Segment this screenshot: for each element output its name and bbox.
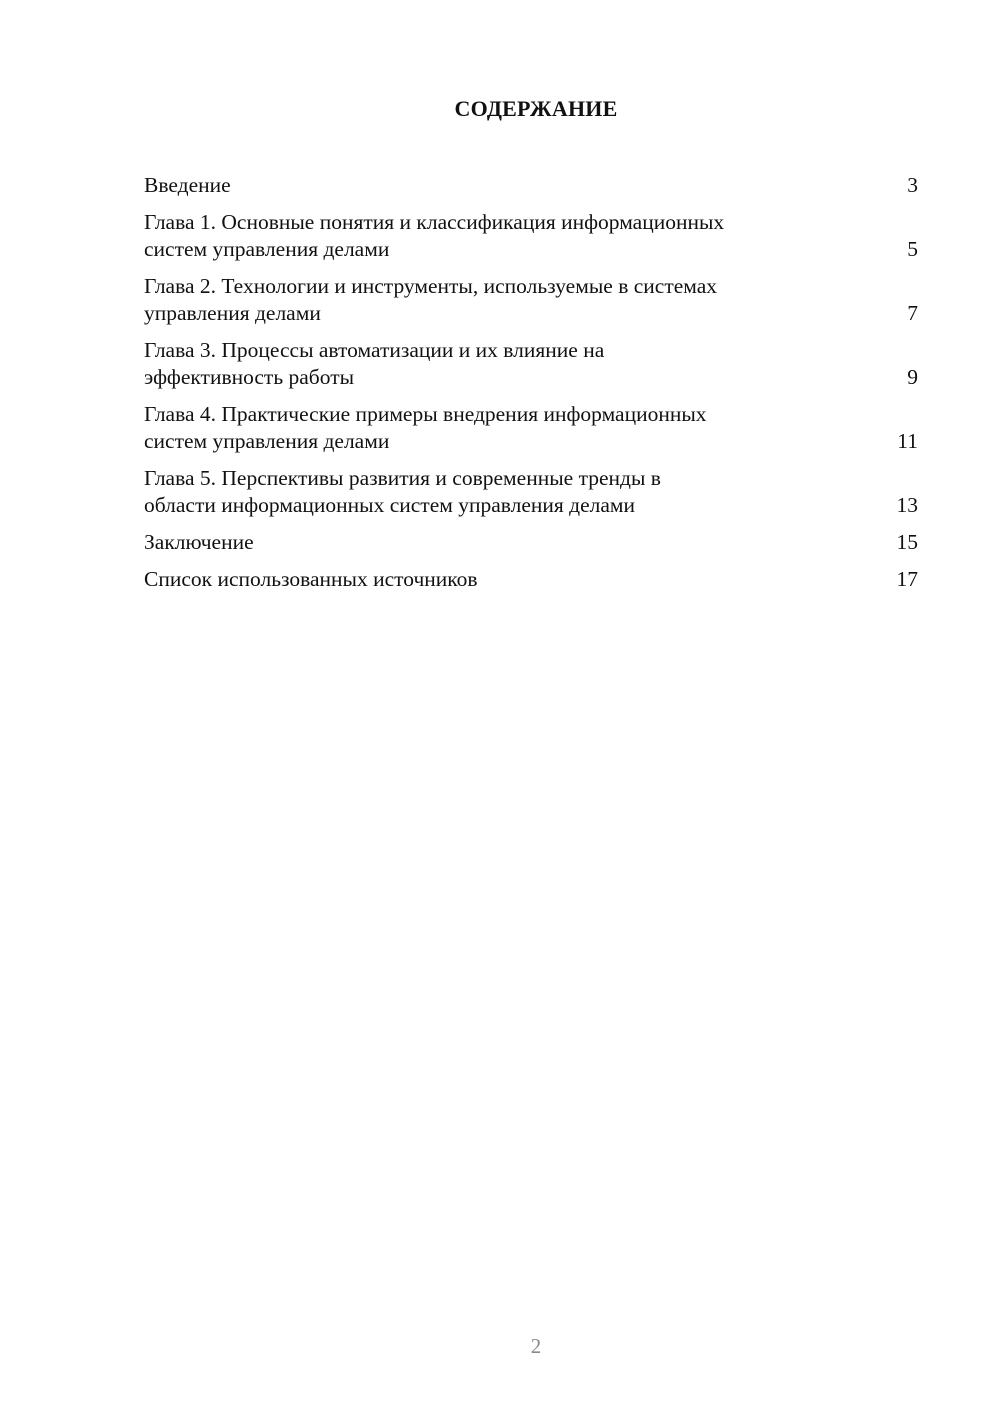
toc-entry-line: Список использованных источников [144, 567, 478, 591]
toc-entry-line: эффективность работы [144, 365, 355, 389]
toc-entry-chapter-5 [144, 465, 918, 519]
toc-entry-introduction [144, 172, 918, 199]
toc-entry-text [144, 209, 844, 263]
toc-entry-page: 9 [907, 365, 918, 389]
toc-entry-line: Введение [144, 173, 231, 197]
toc-entry-chapter-4 [144, 401, 918, 455]
toc-entry-page: 11 [897, 429, 918, 453]
page-title: СОДЕРЖАНИЕ [454, 96, 618, 121]
toc-entry-chapter-2 [144, 273, 918, 327]
table-of-contents [144, 172, 918, 603]
toc-entry-page: 13 [896, 493, 918, 517]
toc-entry-text [144, 401, 844, 455]
toc-entry-references [144, 566, 918, 593]
toc-entry-page: 17 [896, 567, 918, 591]
toc-entry-page: 5 [907, 237, 918, 261]
toc-entry-line: Глава 1. Основные понятия и классификация информационных [144, 210, 725, 234]
toc-entry-chapter-1 [144, 209, 918, 263]
toc-entry-text [144, 172, 844, 199]
toc-entry-text [144, 529, 844, 556]
toc-entry-page: 15 [896, 530, 918, 554]
toc-entry-line: области информационных систем управления делами [144, 493, 636, 517]
toc-entry-chapter-3 [144, 337, 918, 391]
toc-entry-text [144, 273, 844, 327]
toc-entry-line: систем управления делами [144, 237, 390, 261]
toc-entry-line: Заключение [144, 530, 254, 554]
page-number: 2 [530, 1334, 542, 1358]
toc-entry-line: Глава 3. Процессы автоматизации и их влияние на [144, 338, 605, 362]
toc-entry-text [144, 566, 844, 593]
toc-entry-page: 7 [907, 301, 918, 325]
toc-entry-line: Глава 2. Технологии и инструменты, используемые в системах [144, 274, 718, 298]
toc-entry-text [144, 337, 844, 391]
toc-entry-line: систем управления делами [144, 429, 390, 453]
toc-entry-line: управления делами [144, 301, 321, 325]
toc-entry-conclusion [144, 529, 918, 556]
toc-entry-page: 3 [907, 173, 918, 197]
toc-entry-text [144, 465, 844, 519]
toc-entry-line: Глава 5. Перспективы развития и современные тренды в [144, 466, 661, 490]
toc-entry-line: Глава 4. Практические примеры внедрения информационных [144, 402, 707, 426]
